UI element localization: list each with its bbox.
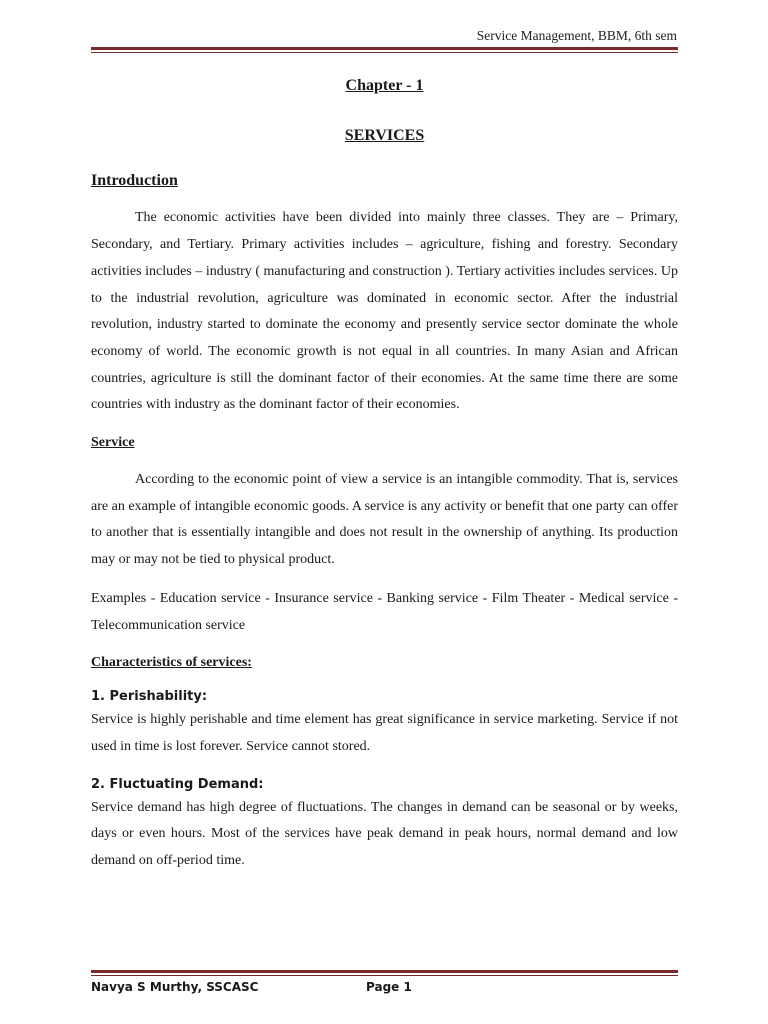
chapter-heading: Chapter - 1 (345, 77, 424, 94)
header-rule (91, 47, 678, 53)
characteristic-title: 2. Fluctuating Demand: (91, 776, 264, 792)
introduction-heading: Introduction (91, 172, 178, 190)
service-paragraph: According to the economic point of view a service is an intangible commodity. That is, services are an example of intangible economic goods. A service is any activity or benefit that one party can offer to another that is essentially intangible and does not result in the ownership of anything. Its production may or may not be tied to physical product. (91, 472, 678, 568)
characteristics-heading: Characteristics of services: (91, 655, 252, 671)
introduction-paragraph: The economic activities have been divided into mainly three classes. They are – Primary, Secondary, and Tertiary. Primary activities includes – agriculture, fishing and forestry. Secondary activities includes – industry ( manufacturing and construction ). Tertiary activities includes services. Up to the industrial revolution, agriculture was dominated in economic sector. After the industrial revolution, industry started to dominate the economy and presently service sector dominate the whole economy of world. The economic growth is not equal in all countries. In many Asian and African countries, agriculture is still the dominant factor of their economies. At the same time there are some countries with industry as the dominant factor of their economies. (91, 210, 678, 413)
running-head: Service Management, BBM, 6th sem (476, 28, 677, 43)
characteristic-title: 1. Perishability: (91, 689, 208, 705)
service-heading: Service (91, 435, 135, 451)
characteristic-text: Service demand has high degree of fluctuations. The changes in demand can be seasonal or by weeks, days or even hours. Most of the services have peak demand in peak hours, normal demand and low demand on off-period time. (91, 799, 678, 869)
footer-author: Navya S Murthy, SSCASC (91, 980, 259, 994)
footer-rule (91, 970, 678, 976)
page-number: Page 1 (366, 980, 412, 994)
characteristic-text: Service is highly perishable and time element has great significance in service marketing. Service if not used in time is lost forever. Service cannot stored. (91, 712, 678, 754)
page-content (91, 70, 678, 875)
page-title: SERVICES (344, 126, 425, 144)
examples-paragraph: Examples - Education service - Insurance service - Banking service - Film Theater - Medical service - Telecommunication service (91, 590, 678, 633)
